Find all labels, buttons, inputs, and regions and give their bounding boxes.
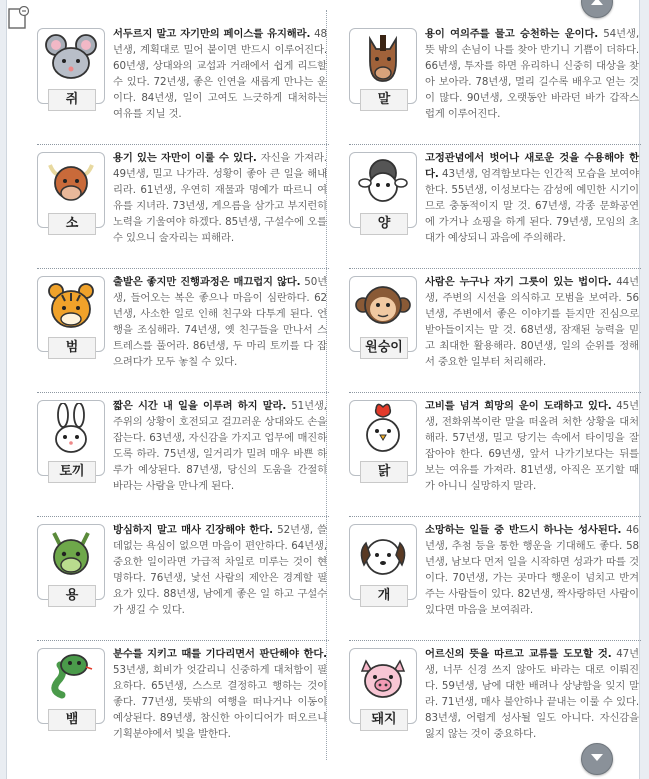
entry-body: 54년생, 뜻 밖의 손님이 나를 찾아 반기니 기쁨이 더하다. 66년생, 투자를 하면 유리하니 신중히 대상을 찾아 보아라. 78년생, 멀리 길수록 배우고 얻는 것이 많다. 90년생, 오랫동안 바라던 바가 갑작스럽게 이루어진다.	[425, 28, 639, 120]
entry-body: 44년생, 주변의 시선을 의식하고 모범을 보여라. 56년생, 주변에서 좋은 이야기를 듣지만 진심으로 받아들이지는 말 것. 68년생, 잠재된 능력을 믿고 최대한 활용해라. 80년생, 일의 순위를 정해서 중요한 일부터 처리해라.	[425, 276, 639, 368]
entry-headline: 어르신의 뜻을 따르고 교류를 도모할 것.	[425, 648, 612, 660]
entry-headline: 분수를 지키고 때를 기다리면서 판단해야 한다.	[113, 648, 327, 660]
zodiac-entry-rabbit	[37, 398, 329, 517]
entry-body: 51년생, 주위의 상황이 호전되고 걸끄러운 상대와도 손을 잡는다. 63년생, 자신감을 가지고 업무에 매진하도록 하라. 75년생, 일거리가 밀려 매우 바쁜 하루가 예상된다. 87년생, 당신의 도움을 간절히 바라는 사람을 만나게 된다.	[113, 400, 327, 492]
dog-icon	[349, 524, 417, 603]
zodiac-label: 원숭이	[360, 337, 408, 359]
document-icon[interactable]	[8, 6, 30, 30]
zodiac-label: 쥐	[48, 89, 96, 111]
entry-headline: 방심하지 말고 매사 긴장해야 한다.	[113, 524, 273, 536]
zodiac-entry-rat	[37, 26, 329, 145]
entry-body: 48년생, 계획대로 밀어 붙이면 반드시 이루어진다. 60년생, 상대와의 교섭과 거래에서 쉽게 리드할 수 있다. 72년생, 좋은 인연을 새롭게 만나는 운이다. 84년생, 일이 고여도 느긋하게 대처하는 여유를 지닐 것.	[113, 28, 327, 120]
entry-body: 53년생, 희비가 엇갈리니 신중하게 대처함이 필요하다. 65년생, 스스로 결정하고 행하는 것이 좋다. 77년생, 뜻밖의 여행을 떠나거나 이동이 예상된다. 89년생, 참신한 아이디어가 떠오르니 기획분야에서 빛을 발한다.	[113, 664, 327, 740]
zodiac-entry-tiger	[37, 274, 329, 393]
pig-icon	[349, 648, 417, 727]
entry-headline: 짧은 시간 내 일을 이루려 하지 말라.	[113, 400, 287, 412]
entry-body: 43년생, 엄격함보다는 인간적 모습을 보여야 한다. 55년생, 이성보다는 감성에 예민한 시기이므로 충동적이지 말 것. 67년생, 각종 문화공연에 가거나 쇼핑을 하게 된다. 79년생, 모임의 초대가 예상되니 과음에 주의해라.	[425, 168, 639, 244]
zodiac-label: 닭	[360, 461, 408, 483]
entry-body: 47년생, 너무 신경 쓰지 않아도 바라는 대로 이뤄진다. 59년생, 남에 대한 배려나 상냥함을 잊지 말라. 71년생, 매사 불안하나 끝내는 이룰 수 있다. 83년생, 어렵게 성사될 일도 아니다. 자신감을 잃지 않는 것이 중요하다.	[425, 648, 639, 740]
zodiac-label: 토끼	[48, 461, 96, 483]
zodiac-entry-ox	[37, 150, 329, 269]
entry-body: 50년생, 들어오는 복은 좋으나 마음이 심란하다. 62년생, 사소한 일로 인해 친구와 다투게 된다. 언행을 조심해라. 74년생, 옛 친구들을 만나서 스트레스를 풀어라. 86년생, 두 마리 토끼를 다 잡으려다가 모두 놓칠 수 있다.	[113, 276, 327, 368]
page	[6, 0, 640, 779]
zodiac-label: 범	[48, 337, 96, 359]
entry-body: 자신을 가져라. 49년생, 밀고 나가라. 성황이 좋아 큰 일을 해내리라. 61년생, 우연히 재물과 명예가 따르니 여유를 지녀라. 73년생, 게으름을 삼가고 부지런히 노력을 기울여야 하겠다. 85년생, 구설수에 오를 수 있으니 술자리는 피해라.	[113, 152, 327, 244]
entry-headline: 고정관념에서 벗어나 새로운 것을 수용해야 한다.	[425, 152, 639, 180]
sheep-icon	[349, 152, 417, 231]
zodiac-entry-dog	[349, 522, 641, 641]
zodiac-label: 돼지	[360, 709, 408, 731]
entry-body: 52년생, 쓸데없는 욕심이 없으면 마음이 편안하다. 64년생, 중요한 일이라면 가급적 차일로 미루는 것이 현명하다. 76년생, 낯선 사람의 제안은 경계할 필요가 있다. 88년생, 남에게 좋은 일 하고 구설수가 생길 수 있다.	[113, 524, 327, 616]
dragon-icon	[37, 524, 105, 603]
horse-icon	[349, 28, 417, 107]
snake-icon	[37, 648, 105, 727]
rooster-icon	[349, 400, 417, 479]
scroll-down-button[interactable]	[581, 743, 613, 775]
entry-headline: 용기 있는 자만이 이룰 수 있다.	[113, 152, 257, 164]
entry-body: 45년생, 전화위복이란 말을 떠올려 처한 상황을 대처해라. 57년생, 밀고 당기는 속에서 타이밍을 잘 잡아야 한다. 69년생, 앞서 나가기보다는 뒤를 보는 여유를 가져라. 81년생, 아직은 포기할 때가 아니니 실망하지 말라.	[425, 400, 639, 492]
entry-headline: 고비를 넘겨 희망의 운이 도래하고 있다.	[425, 400, 612, 412]
zodiac-entry-dragon	[37, 522, 329, 641]
zodiac-label: 개	[360, 585, 408, 607]
entry-headline: 소망하는 일들 중 반드시 하나는 성사된다.	[425, 524, 622, 536]
entry-headline: 용이 여의주를 물고 승천하는 운이다.	[425, 28, 599, 40]
entry-headline: 출발은 좋지만 진행과정은 매끄럽지 않다.	[113, 276, 301, 288]
zodiac-entry-sheep	[349, 150, 641, 269]
tiger-icon	[37, 276, 105, 355]
zodiac-entry-rooster	[349, 398, 641, 517]
zodiac-label: 말	[360, 89, 408, 111]
entry-body: 46년생, 추첨 등을 통한 행운을 기대해도 좋다. 58년생, 남보다 먼저 일을 시작하면 성과가 따를 것이다. 70년생, 가는 곳마다 행운이 넘치고 반겨주는 사람들이 있다. 82년생, 짝사랑하던 사람이 있다면 마음을 보여줘라.	[425, 524, 639, 616]
monkey-icon	[349, 276, 417, 355]
entry-headline: 서두르지 말고 자기만의 페이스를 유지해라.	[113, 28, 311, 40]
zodiac-entry-snake	[37, 646, 329, 764]
ox-icon	[37, 152, 105, 231]
entry-headline: 사람은 누구나 자기 그릇이 있는 법이다.	[425, 276, 612, 288]
zodiac-label: 양	[360, 213, 408, 235]
zodiac-label: 뱀	[48, 709, 96, 731]
rat-icon	[37, 28, 105, 107]
zodiac-label: 용	[48, 585, 96, 607]
zodiac-entry-horse	[349, 26, 641, 145]
zodiac-entry-monkey	[349, 274, 641, 393]
rabbit-icon	[37, 400, 105, 479]
zodiac-label: 소	[48, 213, 96, 235]
